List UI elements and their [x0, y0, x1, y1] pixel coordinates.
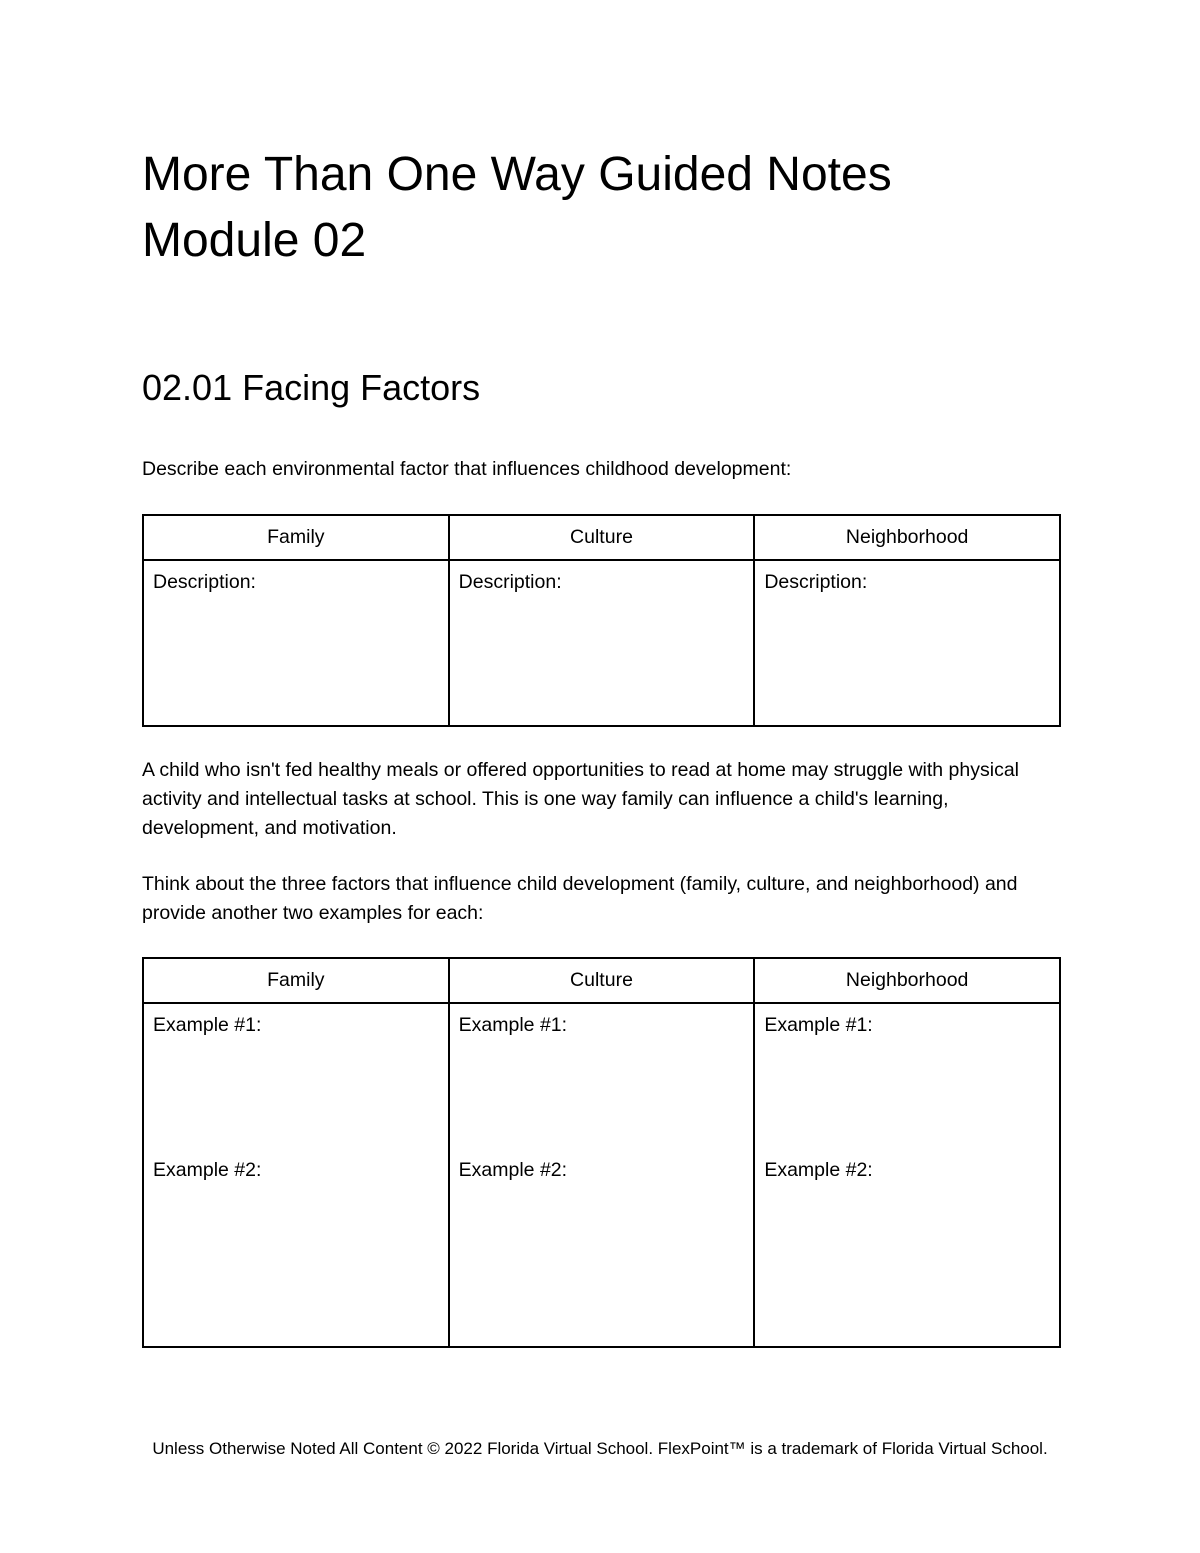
table-header-family: Family [143, 515, 449, 560]
example-1-label: Example #1: [458, 1014, 568, 1036]
example-2-label: Example #2: [458, 1159, 568, 1181]
section-heading: 02.01 Facing Factors [142, 367, 481, 408]
culture-description-cell[interactable] [449, 560, 755, 726]
family-examples-cell[interactable] [143, 1003, 449, 1347]
table-header-neighborhood: Neighborhood [754, 515, 1060, 560]
prompt-examples: Think about the three factors that influence child development (family, culture, and neighborhood) and provide another two examples for each: [142, 873, 1018, 924]
copyright-footer: Unless Otherwise Noted All Content © 2022 Florida Virtual School. FlexPoint™ is a trademark of Florida Virtual School. [152, 1439, 1048, 1458]
table-header-row [143, 515, 1060, 560]
table-row [143, 560, 1060, 726]
cell-label: Description: [764, 571, 868, 593]
table-header-culture: Culture [449, 515, 755, 560]
page-title [142, 142, 892, 274]
example-1-label: Example #1: [153, 1014, 262, 1036]
table-header-row [143, 958, 1060, 1003]
title-line-1: More Than One Way Guided Notes [142, 148, 892, 201]
table-header-family: Family [143, 958, 449, 1003]
family-description-cell[interactable] [143, 560, 449, 726]
title-line-2: Module 02 [142, 214, 367, 267]
table-header-culture: Culture [449, 958, 755, 1003]
neighborhood-examples-cell[interactable] [754, 1003, 1060, 1347]
table-header-neighborhood: Neighborhood [754, 958, 1060, 1003]
family-influence-paragraph: A child who isn't fed healthy meals or offered opportunities to read at home may struggle with physical activity and intellectual tasks at school. This is one way family can influence a child's learning, development, and motivation. [142, 759, 1020, 839]
prompt-describe-factors: Describe each environmental factor that influences childhood development: [142, 458, 792, 480]
example-2-label: Example #2: [153, 1159, 262, 1181]
neighborhood-description-cell[interactable] [754, 560, 1060, 726]
cell-label: Description: [458, 571, 562, 593]
cell-label: Description: [153, 571, 256, 593]
factor-description-table [142, 514, 1061, 727]
table-row [143, 1003, 1060, 1347]
example-2-label: Example #2: [764, 1159, 873, 1181]
example-1-label: Example #1: [764, 1014, 873, 1036]
factor-examples-table [142, 957, 1061, 1348]
culture-examples-cell[interactable] [449, 1003, 755, 1347]
